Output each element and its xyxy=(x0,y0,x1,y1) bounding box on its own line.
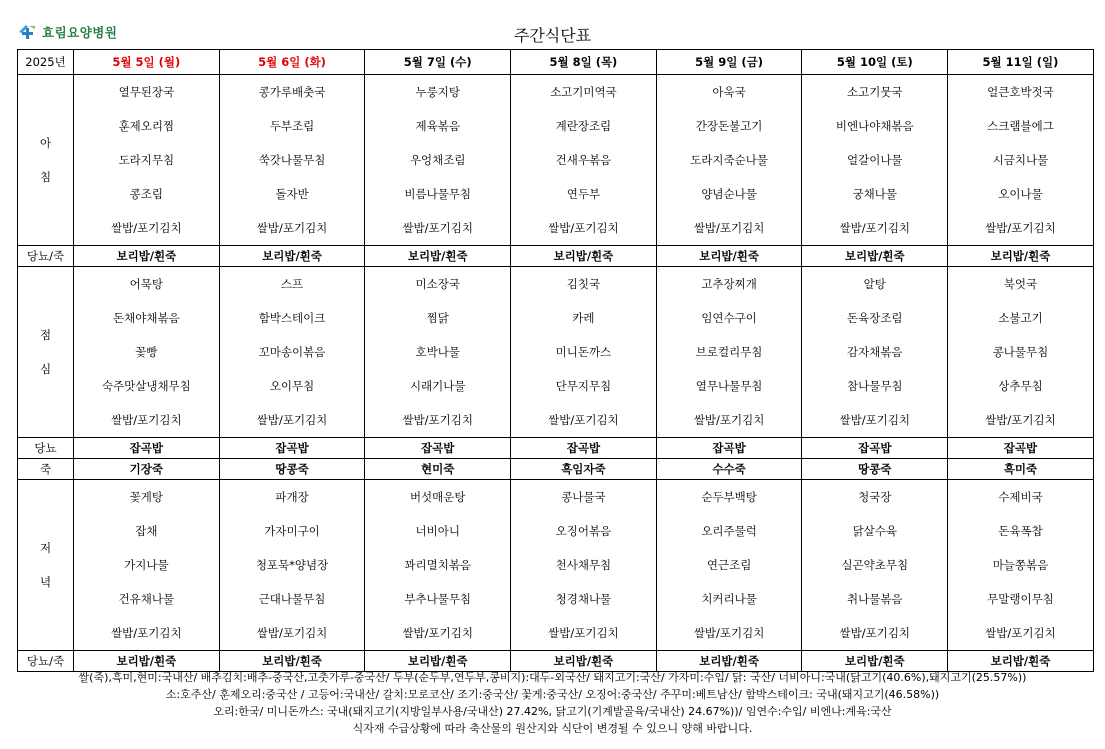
dish: 마늘쫑볶음 xyxy=(992,558,1049,572)
lunch-menu-cell xyxy=(656,267,802,438)
dish: 콩조림 xyxy=(129,187,163,201)
lunch-porridge-row-cell: 흑임자죽 xyxy=(511,459,657,480)
year-cell: 2025년 xyxy=(18,50,74,75)
dish: 오이나물 xyxy=(998,187,1043,201)
breakfast-menu-cell xyxy=(365,75,511,246)
dish: 훈제오리찜 xyxy=(118,119,175,133)
lunch-diabetic-row-cell: 잡곡밥 xyxy=(656,438,802,459)
dish: 콩나물무침 xyxy=(992,345,1049,359)
origin-line-2: 소:호주산/ 훈제오리:중국산 / 고등어:국내산/ 갈치:모로코산/ 조기:중국산/ 꽃게:중국산/ 오징어:중국산/ 주꾸미:베트남산/ 함박스테이크: 국내(돼지고기(46.58%)) xyxy=(165,688,940,701)
breakfast-menu-cell xyxy=(656,75,802,246)
dish: 꽃빵 xyxy=(135,345,158,359)
dish: 무말랭이무침 xyxy=(987,592,1054,606)
dish: 비엔나야채볶음 xyxy=(835,119,914,133)
dish: 건새우볶음 xyxy=(555,153,612,167)
dish: 쌀밥/포기김치 xyxy=(256,221,328,235)
lunch-menu-cell xyxy=(365,267,511,438)
dinner-label-char: 저 xyxy=(39,541,52,555)
breakfast-special-row-cell: 보리밥/흰죽 xyxy=(219,246,365,267)
dish: 가지나물 xyxy=(124,558,169,572)
day-header: 5월 10일 (토) xyxy=(802,50,948,75)
dinner-menu-cell xyxy=(219,480,365,651)
dish: 도라지죽순나물 xyxy=(690,153,768,167)
lunch-row xyxy=(18,267,1094,438)
breakfast-special-row-cell: 보리밥/흰죽 xyxy=(802,246,948,267)
dinner-menu-cell xyxy=(656,480,802,651)
lunch-label xyxy=(18,267,74,438)
dish: 쌀밥/포기김치 xyxy=(693,626,765,640)
dish: 쌀밥/포기김치 xyxy=(985,221,1056,235)
dish: 참나물무침 xyxy=(847,379,903,393)
dish: 어묵탕 xyxy=(129,277,163,291)
dinner-menu-cell xyxy=(365,480,511,651)
dish: 쌀밥/포기김치 xyxy=(985,626,1056,640)
day-header: 5월 8일 (목) xyxy=(511,50,657,75)
dish: 수제비국 xyxy=(998,490,1043,504)
dinner-special-row-cell: 보리밥/흰죽 xyxy=(802,651,948,672)
dish: 돈채야채볶음 xyxy=(113,311,180,325)
dish: 쌀밥/포기김치 xyxy=(548,221,619,235)
dish: 실곤약초무침 xyxy=(841,558,909,572)
dish: 오이무침 xyxy=(269,379,315,393)
dinner-menu-cell xyxy=(511,480,657,651)
weekly-menu-table xyxy=(17,49,1094,672)
lunch-diabetic-row-label: 당뇨 xyxy=(18,438,74,459)
dish: 얼큰호박젓국 xyxy=(987,85,1054,99)
dish: 북엇국 xyxy=(1003,277,1038,291)
dish: 열무된장국 xyxy=(118,85,175,99)
dish: 임연수구이 xyxy=(701,311,757,325)
dish: 닭살수육 xyxy=(852,524,897,538)
lunch-menu-cell xyxy=(948,267,1094,438)
origin-line-4: 식자재 수급상황에 따라 축산물의 원산지와 식단이 변경될 수 있으니 양해 바랍니다. xyxy=(352,722,753,735)
lunch-diabetic-row-cell: 잡곡밥 xyxy=(365,438,511,459)
dish: 스크램블에그 xyxy=(987,119,1054,133)
dish: 쌀밥/포기김치 xyxy=(548,413,619,427)
lunch-porridge-row-label: 죽 xyxy=(18,459,74,480)
dish: 카레 xyxy=(572,311,595,325)
dish: 너비아니 xyxy=(415,524,460,538)
dish: 잡채 xyxy=(135,524,158,538)
lunch-porridge-row-cell: 흑미죽 xyxy=(948,459,1094,480)
dish: 쌀밥/포기김치 xyxy=(256,626,328,640)
dish: 꼬마송이볶음 xyxy=(258,345,326,359)
dish: 쌀밥/포기김치 xyxy=(402,626,473,640)
dish: 미소장국 xyxy=(415,277,460,291)
dish: 쌀밥/포기김치 xyxy=(985,413,1056,427)
dish: 돌자반 xyxy=(275,187,309,201)
dinner-special-row-cell: 보리밥/흰죽 xyxy=(511,651,657,672)
lunch-menu-cell xyxy=(802,267,948,438)
dish: 쌀밥/포기김치 xyxy=(839,626,911,640)
breakfast-special-row-cell: 보리밥/흰죽 xyxy=(511,246,657,267)
lunch-porridge-row-cell: 기장죽 xyxy=(74,459,220,480)
dish: 돈육폭찹 xyxy=(998,524,1043,538)
dish: 청국장 xyxy=(858,490,892,504)
dish: 오리주물럭 xyxy=(701,524,757,538)
dish: 시래기나물 xyxy=(409,379,466,393)
dish: 가자미구이 xyxy=(264,524,320,538)
dish: 쑥갓나물무침 xyxy=(258,153,326,167)
dish: 쌀밥/포기김치 xyxy=(839,221,911,235)
lunch-porridge-row xyxy=(18,459,1094,480)
dish: 쌀밥/포기김치 xyxy=(548,626,619,640)
breakfast-special-row-label: 당뇨/죽 xyxy=(18,246,74,267)
breakfast-menu-cell xyxy=(511,75,657,246)
dish: 열무나물무침 xyxy=(695,379,763,393)
dish: 시금치나물 xyxy=(992,153,1049,167)
dinner-row xyxy=(18,480,1094,651)
dinner-menu-cell xyxy=(74,480,220,651)
dish: 호박나물 xyxy=(415,345,460,359)
dish: 콩나물국 xyxy=(561,490,606,504)
breakfast-row xyxy=(18,75,1094,246)
dish: 청포묵*양념장 xyxy=(255,558,329,572)
dish: 꽈리멸치볶음 xyxy=(404,558,472,572)
dish: 치커리나물 xyxy=(701,592,757,606)
origin-line-3: 오리:한국/ 미니돈까스: 국내(돼지고기(지방일부사용/국내산) 27.42%, 닭고기(기계발골육/국내산) 24.67%))/ 임연수:수입/ 비엔나:계육:국산 xyxy=(213,705,892,718)
dish: 쌀밥/포기김치 xyxy=(402,221,473,235)
dish: 소고기뭇국 xyxy=(847,85,903,99)
origin-notice xyxy=(0,669,1105,737)
dish: 소불고기 xyxy=(998,311,1043,325)
dish: 쌀밥/포기김치 xyxy=(839,413,911,427)
dish: 근대나물무침 xyxy=(258,592,326,606)
dish: 순두부백탕 xyxy=(701,490,757,504)
dish: 파개장 xyxy=(275,490,309,504)
dish: 쌀밥/포기김치 xyxy=(256,413,328,427)
dish: 쌀밥/포기김치 xyxy=(693,221,765,235)
dish: 상추무침 xyxy=(998,379,1043,393)
lunch-menu-cell xyxy=(219,267,365,438)
lunch-porridge-row-cell: 땅콩죽 xyxy=(802,459,948,480)
lunch-diabetic-row-cell: 잡곡밥 xyxy=(219,438,365,459)
dinner-menu-cell xyxy=(802,480,948,651)
dinner-special-row-cell: 보리밥/흰죽 xyxy=(948,651,1094,672)
lunch-menu-cell xyxy=(74,267,220,438)
dish: 꽃게탕 xyxy=(129,490,163,504)
dish: 숙주맛살냉채무침 xyxy=(101,379,191,393)
breakfast-label-char: 아 xyxy=(39,136,52,150)
dish: 스프 xyxy=(280,277,304,291)
lunch-menu-cell xyxy=(511,267,657,438)
dish: 아욱국 xyxy=(712,85,746,99)
breakfast-menu-cell xyxy=(74,75,220,246)
dish: 쌀밥/포기김치 xyxy=(111,413,182,427)
dish: 제육볶음 xyxy=(415,119,460,133)
dish: 오징어볶음 xyxy=(555,524,612,538)
day-header: 5월 5일 (월) xyxy=(74,50,220,75)
breakfast-label xyxy=(18,75,74,246)
breakfast-special-row-cell: 보리밥/흰죽 xyxy=(656,246,802,267)
dish: 양념순나물 xyxy=(701,187,757,201)
dish: 쌀밥/포기김치 xyxy=(402,413,473,427)
day-header: 5월 6일 (화) xyxy=(219,50,365,75)
hospital-name: 효림요양병원 xyxy=(42,25,118,40)
dish: 부추나물무침 xyxy=(404,592,472,606)
dish: 궁채나물 xyxy=(852,187,897,201)
breakfast-special-row-cell: 보리밥/흰죽 xyxy=(365,246,511,267)
day-header: 5월 11일 (일) xyxy=(948,50,1094,75)
dish: 돈육장조림 xyxy=(847,311,903,325)
dish: 쌀밥/포기김치 xyxy=(111,221,182,235)
lunch-porridge-row-cell: 현미죽 xyxy=(365,459,511,480)
dish: 단무지무침 xyxy=(555,379,612,393)
dish: 누룽지탕 xyxy=(415,85,460,99)
day-header: 5월 7일 (수) xyxy=(365,50,511,75)
lunch-porridge-row-cell: 땅콩죽 xyxy=(219,459,365,480)
dish: 두부조림 xyxy=(269,119,315,133)
lunch-diabetic-row-cell: 잡곡밥 xyxy=(802,438,948,459)
dish: 김칫국 xyxy=(566,277,601,291)
dish: 청경채나물 xyxy=(555,592,612,606)
date-header-row xyxy=(18,50,1094,75)
breakfast-special-row xyxy=(18,246,1094,267)
lunch-diabetic-row-cell: 잡곡밥 xyxy=(74,438,220,459)
breakfast-menu-cell xyxy=(219,75,365,246)
lunch-label-char: 점 xyxy=(39,328,52,342)
dish: 콩가루배춧국 xyxy=(258,85,326,99)
dish: 미니돈까스 xyxy=(555,345,612,359)
dish: 천사채무침 xyxy=(555,558,612,572)
lunch-diabetic-row xyxy=(18,438,1094,459)
dinner-special-row-cell: 보리밥/흰죽 xyxy=(74,651,220,672)
lunch-porridge-row-cell: 수수죽 xyxy=(656,459,802,480)
dish: 얼갈이나물 xyxy=(847,153,903,167)
dinner-label-char: 녁 xyxy=(39,575,52,589)
breakfast-special-row-cell: 보리밥/흰죽 xyxy=(74,246,220,267)
dish: 고추장찌개 xyxy=(701,277,757,291)
lunch-label-char: 심 xyxy=(39,362,52,376)
day-header: 5월 9일 (금) xyxy=(656,50,802,75)
page-title: 주간식단표 xyxy=(513,26,592,45)
dish: 감자채볶음 xyxy=(847,345,903,359)
dish: 쌀밥/포기김치 xyxy=(111,626,182,640)
dish: 도라지무침 xyxy=(118,153,175,167)
lunch-diabetic-row-cell: 잡곡밥 xyxy=(948,438,1094,459)
dish: 비름나물무침 xyxy=(404,187,472,201)
breakfast-label-char: 침 xyxy=(39,170,52,184)
dish: 연두부 xyxy=(566,187,601,201)
breakfast-menu-cell xyxy=(948,75,1094,246)
dish: 알탕 xyxy=(863,277,886,291)
dish: 연근조림 xyxy=(706,558,752,572)
origin-line-1: 쌀(죽),흑미,현미:국내산/ 배추김치:배추-중국산,고춧가루-중국산/ 두부(순두부,연두부,콩비지):대두-외국산/ 돼지고기:국산/ 가자미:수입/ 닭: 국산/ 너비아니:국내(닭고기(40.6%),돼지고기(25.57%)) xyxy=(78,671,1027,684)
dish: 취나물볶음 xyxy=(847,592,903,606)
dinner-special-row-label: 당뇨/죽 xyxy=(18,651,74,672)
dinner-label xyxy=(18,480,74,651)
breakfast-menu-cell xyxy=(802,75,948,246)
dinner-menu-cell xyxy=(948,480,1094,651)
dish: 건유채나물 xyxy=(118,592,175,606)
dish: 계란장조림 xyxy=(555,119,612,133)
dish: 버섯매운탕 xyxy=(409,490,466,504)
lunch-diabetic-row-cell: 잡곡밥 xyxy=(511,438,657,459)
dish: 우엉채조림 xyxy=(409,153,466,167)
dish: 간장돈불고기 xyxy=(695,119,763,133)
dinner-special-row-cell: 보리밥/흰죽 xyxy=(219,651,365,672)
dish: 소고기미역국 xyxy=(550,85,617,99)
dish: 찜닭 xyxy=(426,311,449,325)
dish: 브로컬리무침 xyxy=(695,345,763,359)
dinner-special-row-cell: 보리밥/흰죽 xyxy=(365,651,511,672)
dish: 함박스테이크 xyxy=(258,311,326,325)
dish: 쌀밥/포기김치 xyxy=(693,413,765,427)
breakfast-special-row-cell: 보리밥/흰죽 xyxy=(948,246,1094,267)
dinner-special-row-cell: 보리밥/흰죽 xyxy=(656,651,802,672)
